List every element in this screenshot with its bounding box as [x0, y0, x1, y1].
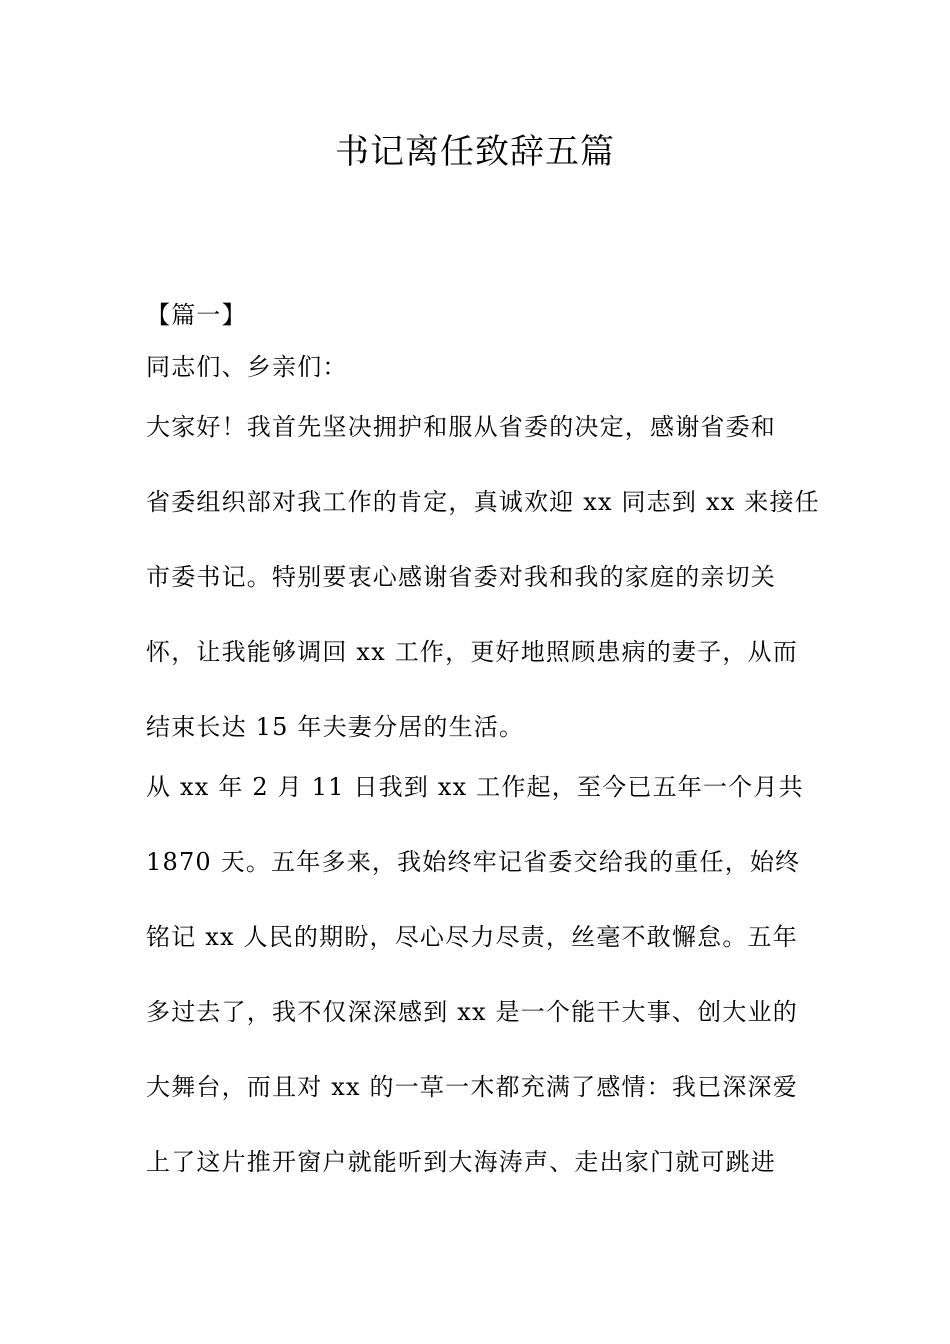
paragraph-line: 多过去了，我不仅深深感到 xx 是一个能干大事、创大业的 — [146, 998, 798, 1026]
salutation: 同志们、乡亲们： — [146, 353, 348, 381]
paragraph-1 — [146, 390, 820, 765]
document-title: 书记离任致辞五篇 — [335, 132, 615, 172]
paragraph-line: 1870 天。五年多来，我始终牢记省委交给我的重任，始终 — [146, 848, 801, 876]
paragraph-line: 铭记 xx 人民的期盼，尽心尽力尽责，丝毫不敢懈怠。五年 — [146, 923, 798, 951]
paragraph-line: 大舞台，而且对 xx 的一草一木都充满了感情：我已深深爱 — [146, 1073, 798, 1101]
paragraph-line: 省委组织部对我工作的肯定，真诚欢迎 xx 同志到 xx 来接任 — [146, 488, 820, 516]
paragraph-line: 市委书记。特别要衷心感谢省委对我和我的家庭的亲切关 — [146, 563, 776, 591]
paragraph-line: 结束长达 15 年夫妻分居的生活。 — [146, 713, 525, 741]
paragraph-line: 从 xx 年 2 月 11 日我到 xx 工作起，至今已五年一个月共 — [146, 773, 804, 801]
paragraph-line: 怀，让我能够调回 xx 工作，更好地照顾患病的妻子，从而 — [146, 638, 798, 666]
section-heading: 【篇一】 — [146, 301, 247, 329]
paragraph-line: 大家好！我首先坚决拥护和服从省委的决定，感谢省委和 — [146, 413, 776, 441]
paragraph-2 — [146, 750, 810, 1200]
paragraph-line: 上了这片推开窗户就能听到大海涛声、走出家门就可跳进 — [146, 1148, 776, 1176]
